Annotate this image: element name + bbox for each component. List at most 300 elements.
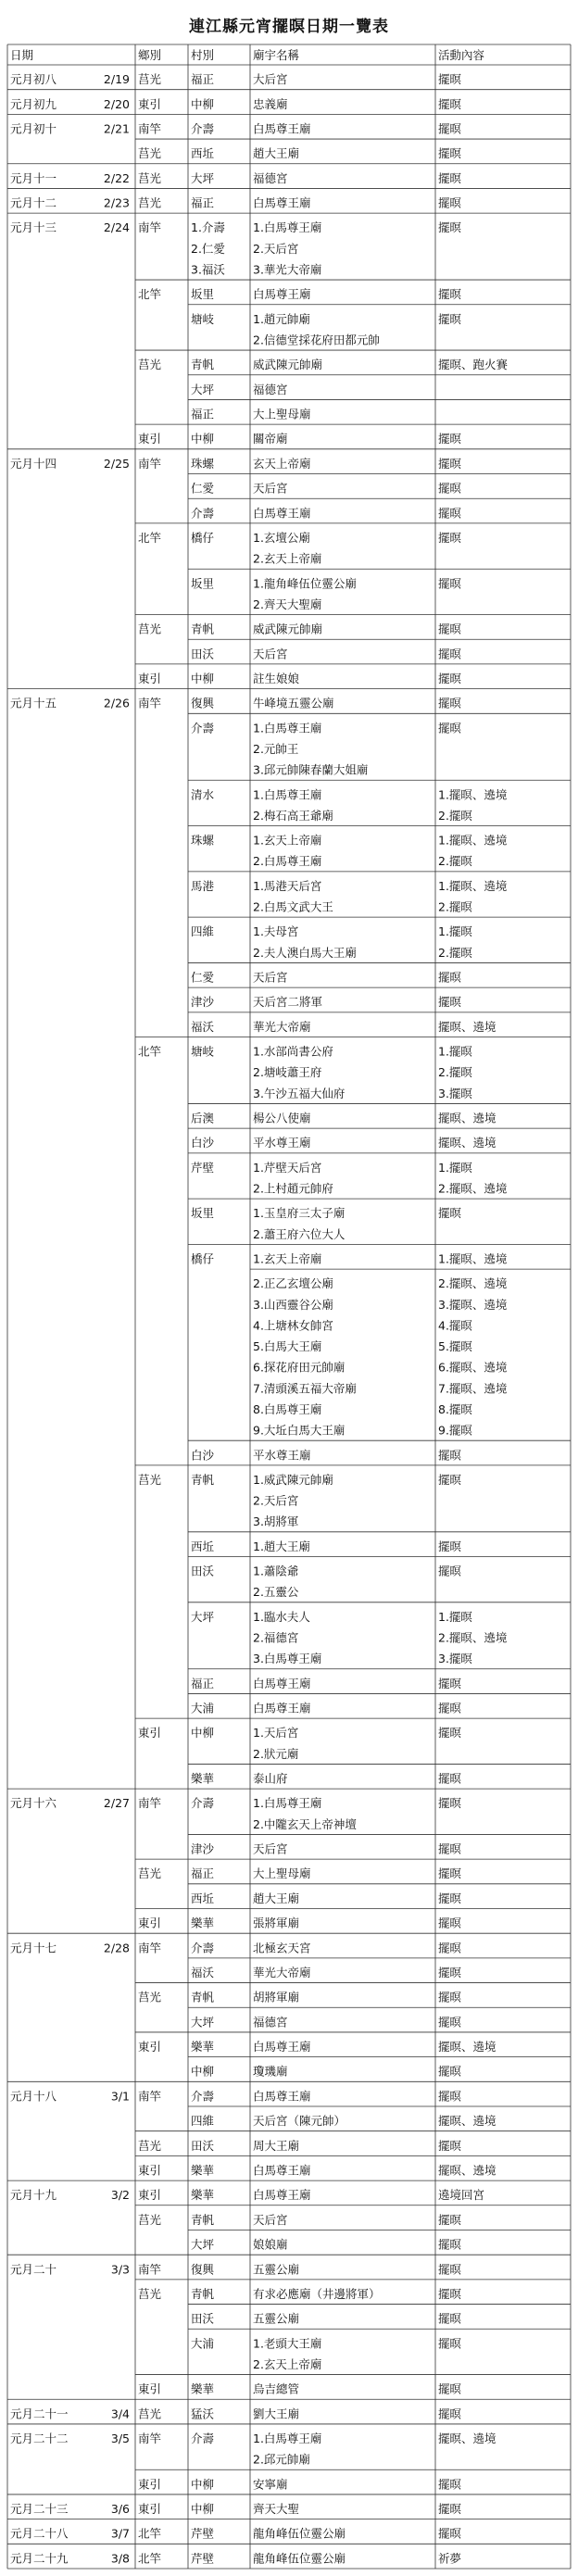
temple-cell: 天后宮 — [253, 481, 288, 496]
activity-cell: 擺暝 — [438, 1676, 462, 1690]
date-solar: 2/24 — [103, 220, 130, 235]
village-cell: 樂華 — [191, 2040, 215, 2055]
village-cell: 中柳 — [191, 1726, 215, 1740]
activity-cell: 1.擺暝 — [438, 924, 472, 939]
activity-cell-line: 6.擺暝、遶境 — [438, 1360, 508, 1375]
activity-cell-line: 9.擺暝 — [438, 1423, 472, 1438]
village-cell: 大坪 — [191, 382, 215, 396]
town-cell: 莒光 — [138, 170, 162, 185]
town-cell: 東引 — [138, 2502, 162, 2517]
village-cell: 坂里 — [191, 287, 215, 302]
temple-cell: 1.玄天上帝廟 — [253, 1251, 322, 1266]
village-cell: 西坵 — [191, 1539, 215, 1553]
town-cell: 莒光 — [138, 1472, 162, 1487]
town-cell: 東引 — [138, 96, 162, 111]
activity-cell: 擺暝 — [438, 2212, 462, 2227]
activity-cell: 擺暝 — [438, 696, 462, 710]
temple-cell: 白馬尊王廟 — [253, 1701, 311, 1715]
activity-cell: 擺暝、遶境 — [438, 1111, 496, 1125]
temple-cell-line: 3.華光大帝廟 — [253, 262, 322, 277]
village-cell: 白沙 — [191, 1448, 215, 1463]
temple-cell-line: 2.福德宮 — [253, 1630, 299, 1645]
activity-cell-line: 7.擺暝、遶境 — [438, 1381, 508, 1396]
temple-cell: 1.玉皇府三太子廟 — [253, 1206, 346, 1221]
temple-cell: 白馬尊王廟 — [253, 1676, 311, 1690]
village-cell: 福正 — [191, 407, 215, 421]
village-cell-line: 3.福沃 — [191, 262, 225, 277]
date-lunar: 元月二十一 — [10, 2406, 69, 2421]
temple-cell: 龍角峰伍位靈公廟 — [253, 2526, 346, 2541]
temple-cell-line: 3.胡將軍 — [253, 1514, 299, 1529]
activity-cell: 擺暝、遶境 — [438, 1136, 496, 1150]
village-cell: 青帆 — [191, 1472, 215, 1487]
town-cell: 東引 — [138, 672, 162, 686]
town-cell: 北竿 — [138, 531, 162, 546]
activity-cell: 擺暝 — [438, 647, 462, 661]
date-solar: 3/3 — [110, 2262, 130, 2277]
temple-cell: 大上聖母廟 — [253, 1866, 311, 1881]
temple-cell: 1.天后宮 — [253, 1726, 299, 1740]
activity-cell: 擺暝 — [438, 2015, 462, 2029]
village-cell: 福沃 — [191, 1965, 215, 1979]
date-solar: 2/25 — [103, 456, 130, 471]
village-cell: 樂華 — [191, 2188, 215, 2203]
temple-cell: 周大王廟 — [253, 2138, 300, 2153]
activity-cell: 擺暝 — [438, 1841, 462, 1856]
village-cell: 珠螺 — [191, 456, 215, 471]
temple-cell: 趙大王廟 — [253, 146, 300, 161]
temple-cell-line: 2.天后宮 — [253, 241, 299, 256]
village-cell: 大坪 — [191, 2015, 215, 2029]
temple-cell-line: 2.白馬尊王廟 — [253, 854, 322, 869]
temple-cell: 1.龍角峰伍位靈公廟 — [253, 576, 357, 591]
town-cell: 北竿 — [138, 1044, 162, 1059]
village-cell: 橋仔 — [191, 1251, 215, 1266]
village-cell: 介壽 — [191, 1941, 215, 1955]
activity-cell: 擺暝 — [438, 456, 462, 471]
temple-cell-line: 4.上塘林女帥宮 — [253, 1318, 333, 1333]
date-lunar: 元月初八 — [10, 72, 57, 87]
temple-cell: 威武陳元帥廟 — [253, 358, 323, 372]
activity-cell: 擺暝 — [438, 1448, 462, 1463]
document-title: 連江縣元宵擺暝日期一覽表 — [189, 18, 389, 36]
temple-cell: 大上聖母廟 — [253, 407, 311, 421]
activity-cell: 擺暝 — [438, 72, 462, 87]
activity-cell: 擺暝 — [438, 2502, 462, 2517]
town-cell: 莒光 — [138, 1866, 162, 1881]
town-cell: 東引 — [138, 2040, 162, 2055]
temple-cell: 1.蕭陰爺 — [253, 1564, 299, 1578]
activity-cell: 擺暝 — [438, 1539, 462, 1553]
activity-cell: 1.擺暝、遶境 — [438, 1251, 508, 1266]
temple-cell: 趙大王廟 — [253, 1891, 300, 1905]
village-cell: 馬港 — [191, 878, 215, 893]
activity-cell: 擺暝 — [438, 1891, 462, 1905]
temple-cell: 白馬尊王廟 — [253, 287, 311, 302]
village-cell: 介壽 — [191, 506, 215, 521]
column-header: 廟宇名稱 — [253, 48, 300, 62]
activity-cell: 擺暝 — [438, 1472, 462, 1487]
activity-cell: 擺暝 — [438, 506, 462, 521]
temple-cell-line: 2.夫人澳白馬大王廟 — [253, 945, 357, 960]
temple-cell: 1.白馬尊王廟 — [253, 787, 322, 802]
village-cell: 芹壁 — [191, 2551, 215, 2566]
date-solar: 3/5 — [110, 2431, 130, 2446]
village-cell: 清水 — [191, 787, 215, 802]
temple-cell: 關帝廟 — [253, 432, 288, 446]
village-cell: 珠螺 — [191, 833, 215, 848]
town-cell: 莒光 — [138, 2138, 162, 2153]
temple-cell-line: 2.邱元帥廟 — [253, 2452, 310, 2467]
village-cell: 田沃 — [191, 2311, 215, 2326]
date-lunar: 元月十一 — [10, 170, 57, 185]
village-cell: 中柳 — [191, 432, 215, 446]
town-cell: 莒光 — [138, 2286, 162, 2301]
temple-cell-line: 2.齊天大聖廟 — [253, 597, 322, 611]
temple-cell-line: 3.山西靈谷公廟 — [253, 1297, 333, 1312]
town-cell: 南竿 — [138, 220, 162, 235]
activity-cell-line: 2.擺暝、遶境 — [438, 1181, 508, 1196]
village-cell: 樂華 — [191, 2381, 215, 2396]
temple-cell-line: 2.梅石高王爺廟 — [253, 808, 333, 823]
temple-cell-line: 2.玄天上帝廟 — [253, 551, 322, 566]
temple-cell: 泰山府 — [253, 1771, 288, 1786]
temple-cell: 劉大王廟 — [253, 2406, 300, 2421]
temple-cell: 天后宮（陳元帥） — [253, 2114, 346, 2129]
activity-cell: 擺暝 — [438, 170, 462, 185]
temple-cell: 五靈公廟 — [253, 2311, 300, 2326]
activity-cell: 擺暝 — [438, 2237, 462, 2252]
town-cell: 南竿 — [138, 1941, 162, 1955]
activity-cell: 擺暝 — [438, 1206, 462, 1221]
temple-cell: 龍角峰伍位靈公廟 — [253, 2551, 346, 2566]
activity-cell: 擺暝 — [438, 576, 462, 591]
temple-cell: 1.臨水夫人 — [253, 1609, 310, 1624]
temple-cell: 白馬尊王廟 — [253, 121, 311, 136]
date-lunar: 元月十五 — [10, 696, 57, 710]
village-cell: 樂華 — [191, 1916, 215, 1930]
temple-cell-line: 2.信德堂採花府田都元帥 — [253, 333, 380, 347]
village-cell: 津沙 — [191, 995, 215, 1010]
town-cell: 南竿 — [138, 696, 162, 710]
date-lunar: 元月十三 — [10, 220, 57, 235]
town-cell: 南竿 — [138, 2431, 162, 2446]
activity-cell-line: 2.擺暝 — [438, 899, 472, 914]
village-cell: 芹壁 — [191, 1160, 215, 1175]
village-cell: 中柳 — [191, 672, 215, 686]
village-cell: 津沙 — [191, 1841, 215, 1856]
temple-cell-line: 8.白馬尊王廟 — [253, 1401, 322, 1416]
town-cell: 莒光 — [138, 1990, 162, 2004]
temple-cell: 1.白馬尊王廟 — [253, 220, 322, 235]
temple-cell: 白馬尊王廟 — [253, 195, 311, 210]
activity-cell: 1.擺暝 — [438, 1044, 472, 1059]
activity-cell-line: 8.擺暝 — [438, 1401, 472, 1416]
activity-cell: 擺暝 — [438, 1726, 462, 1740]
date-lunar: 元月二十三 — [10, 2502, 69, 2517]
activity-cell: 1.擺暝、遶境 — [438, 787, 508, 802]
village-cell: 四維 — [191, 924, 215, 939]
village-cell: 大坪 — [191, 2237, 215, 2252]
temple-cell: 福德宮 — [253, 170, 288, 185]
temple-cell: 福德宮 — [253, 2015, 288, 2029]
activity-cell: 擺暝 — [438, 481, 462, 496]
town-cell: 東引 — [138, 2163, 162, 2178]
temple-cell: 華光大帝廟 — [253, 1019, 311, 1034]
activity-cell: 擺暝 — [438, 311, 462, 326]
temple-cell: 天后宮 — [253, 970, 288, 985]
column-header: 活動內容 — [438, 48, 485, 62]
village-cell: 四維 — [191, 2114, 215, 2129]
activity-cell: 擺暝 — [438, 1701, 462, 1715]
village-cell: 青帆 — [191, 2212, 215, 2227]
village-cell: 大坪 — [191, 170, 215, 185]
village-cell: 介壽 — [191, 2431, 215, 2446]
date-solar: 3/7 — [110, 2526, 130, 2541]
activity-cell: 1.擺暝、遶境 — [438, 833, 508, 848]
activity-cell: 擺暝 — [438, 432, 462, 446]
date-lunar: 元月初十 — [10, 121, 57, 136]
temple-cell: 1.白馬尊王廟 — [253, 2431, 322, 2446]
date-solar: 2/28 — [103, 1941, 130, 1955]
temple-cell-line: 7.清頭溪五福大帝廟 — [253, 1381, 357, 1396]
date-solar: 2/22 — [103, 170, 130, 185]
activity-cell-line: 3.擺暝、遶境 — [438, 1297, 508, 1312]
date-lunar: 元月十六 — [10, 1796, 57, 1811]
town-cell: 南竿 — [138, 1796, 162, 1811]
town-cell: 東引 — [138, 2188, 162, 2203]
activity-cell: 擺暝 — [438, 995, 462, 1010]
town-cell: 莒光 — [138, 358, 162, 372]
temple-cell: 胡將軍廟 — [253, 1990, 300, 2004]
temple-cell: 安寧廟 — [253, 2477, 288, 2492]
temple-cell: 天后宮二將軍 — [253, 995, 323, 1010]
village-cell: 白沙 — [191, 1136, 215, 1150]
date-lunar: 元月十九 — [10, 2188, 57, 2203]
temple-cell: 白馬尊王廟 — [253, 2040, 311, 2055]
activity-cell: 擺暝 — [438, 2089, 462, 2104]
town-cell: 東引 — [138, 2477, 162, 2492]
date-lunar: 元月十二 — [10, 195, 57, 210]
date-solar: 3/1 — [110, 2089, 130, 2104]
activity-cell-line: 3.擺暝 — [438, 1086, 472, 1100]
date-solar: 2/27 — [103, 1796, 130, 1811]
temple-cell-line: 2.中隴玄天上帝神壇 — [253, 1816, 357, 1831]
temple-cell: 1.白馬尊王廟 — [253, 721, 322, 735]
village-cell: 中柳 — [191, 96, 215, 111]
activity-cell: 擺暝 — [438, 2138, 462, 2153]
activity-cell: 擺暝 — [438, 2381, 462, 2396]
temple-cell: 福德宮 — [253, 382, 288, 396]
temple-cell: 張將軍廟 — [253, 1916, 300, 1930]
town-cell: 東引 — [138, 432, 162, 446]
temple-cell-line: 2.白馬文武大王 — [253, 899, 333, 914]
temple-cell: 牛峰境五靈公廟 — [253, 696, 334, 710]
activity-cell: 擺暝 — [438, 2311, 462, 2326]
date-lunar: 元月二十八 — [10, 2526, 69, 2541]
temple-cell-line: 2.塘岐蕭王府 — [253, 1065, 322, 1080]
activity-cell: 擺暝、遶境 — [438, 2431, 496, 2446]
temple-cell: 1.趙大王廟 — [253, 1539, 310, 1553]
village-cell: 后澳 — [191, 1111, 215, 1125]
activity-cell: 擺暝 — [438, 2406, 462, 2421]
temple-cell: 忠義廟 — [253, 96, 288, 111]
temple-cell: 天后宮 — [253, 1841, 288, 1856]
activity-cell: 擺暝 — [438, 2336, 462, 2351]
temple-cell: 娘娘廟 — [253, 2237, 288, 2252]
date-solar: 3/6 — [110, 2502, 130, 2517]
temple-cell: 1.夫母宮 — [253, 924, 299, 939]
column-header: 日期 — [10, 48, 34, 62]
activity-cell: 擺暝 — [438, 1990, 462, 2004]
village-cell: 樂華 — [191, 1771, 215, 1786]
village-cell: 塘岐 — [191, 311, 215, 326]
village-cell: 福正 — [191, 195, 215, 210]
date-solar: 2/23 — [103, 195, 130, 210]
town-cell: 北竿 — [138, 2551, 162, 2566]
activity-cell-line: 2.擺暝 — [438, 854, 472, 869]
temple-cell: 1.芹壁天后宮 — [253, 1160, 322, 1175]
activity-cell: 擺暝 — [438, 1965, 462, 1979]
village-cell: 田沃 — [191, 1564, 215, 1578]
activity-cell: 1.擺暝 — [438, 1160, 472, 1175]
activity-cell: 擺暝 — [438, 1564, 462, 1578]
temple-cell: 瓊璣廟 — [253, 2064, 288, 2079]
village-cell: 介壽 — [191, 121, 215, 136]
village-cell: 介壽 — [191, 2089, 215, 2104]
activity-cell: 擺暝、跑火賽 — [438, 358, 509, 372]
activity-cell: 擺暝 — [438, 96, 462, 111]
activity-cell: 擺暝 — [438, 1916, 462, 1930]
activity-cell-line: 2.擺暝 — [438, 945, 472, 960]
village-cell: 塘岐 — [191, 1044, 215, 1059]
temple-cell: 註生娘娘 — [253, 672, 300, 686]
temple-cell: 1.馬港天后宮 — [253, 878, 322, 893]
temple-cell: 白馬尊王廟 — [253, 2163, 311, 2178]
town-cell: 東引 — [138, 2381, 162, 2396]
town-cell: 莒光 — [138, 146, 162, 161]
column-header: 鄉別 — [138, 48, 162, 62]
temple-cell-line: 2.元帥王 — [253, 742, 299, 757]
temple-cell: 白馬尊王廟 — [253, 2089, 311, 2104]
temple-cell: 白馬尊王廟 — [253, 506, 311, 521]
town-cell: 莒光 — [138, 2406, 162, 2421]
town-cell: 莒光 — [138, 72, 162, 87]
activity-cell: 擺暝 — [438, 672, 462, 686]
temple-cell-line: 2.天后宮 — [253, 1493, 299, 1508]
village-cell: 大浦 — [191, 2336, 215, 2351]
activity-cell: 擺暝 — [438, 970, 462, 985]
village-cell: 復興 — [191, 696, 215, 710]
activity-cell: 擺暝 — [438, 531, 462, 546]
temple-cell: 1.白馬尊王廟 — [253, 1796, 322, 1811]
date-solar: 2/19 — [103, 72, 130, 87]
village-cell: 西坵 — [191, 1891, 215, 1905]
date-lunar: 元月十七 — [10, 1941, 57, 1955]
activity-cell: 擺暝 — [438, 2286, 462, 2301]
activity-cell: 擺暝 — [438, 121, 462, 136]
date-lunar: 元月二十二 — [10, 2431, 69, 2446]
town-cell: 南竿 — [138, 456, 162, 471]
village-cell: 中柳 — [191, 2064, 215, 2079]
village-cell: 青帆 — [191, 358, 215, 372]
temple-cell-line: 5.白馬大王廟 — [253, 1339, 322, 1354]
date-solar: 3/4 — [110, 2406, 130, 2421]
date-solar: 3/2 — [110, 2188, 130, 2203]
village-cell: 田沃 — [191, 2138, 215, 2153]
town-cell: 東引 — [138, 1726, 162, 1740]
village-cell: 仁愛 — [191, 481, 215, 496]
activity-cell: 祈夢 — [438, 2551, 462, 2566]
town-cell: 莒光 — [138, 2212, 162, 2227]
town-cell: 莒光 — [138, 622, 162, 636]
village-cell: 坂里 — [191, 1206, 215, 1221]
village-cell: 福正 — [191, 72, 215, 87]
activity-cell: 擺暝、遶境 — [438, 2163, 496, 2178]
temple-cell: 大后宮 — [253, 72, 288, 87]
village-cell: 1.介壽 — [191, 220, 225, 235]
village-cell: 仁愛 — [191, 970, 215, 985]
activity-cell-line: 2.擺暝 — [438, 808, 472, 823]
village-cell: 大浦 — [191, 1701, 215, 1715]
temple-cell: 2.正乙玄壇公廟 — [253, 1276, 333, 1291]
activity-cell: 擺暝 — [438, 2477, 462, 2492]
activity-cell-line: 4.擺暝 — [438, 1318, 472, 1333]
activity-cell: 擺暝 — [438, 2262, 462, 2277]
temple-cell: 1.玄壇公廟 — [253, 531, 310, 546]
activity-cell: 1.擺暝 — [438, 1609, 472, 1624]
village-cell: 田沃 — [191, 647, 215, 661]
town-cell: 南竿 — [138, 121, 162, 136]
village-cell: 介壽 — [191, 1796, 215, 1811]
date-solar: 2/21 — [103, 121, 130, 136]
town-cell: 東引 — [138, 1916, 162, 1930]
activity-cell-line: 2.擺暝 — [438, 1065, 472, 1080]
activity-cell: 擺暝 — [438, 195, 462, 210]
town-cell: 北竿 — [138, 2526, 162, 2541]
village-cell: 介壽 — [191, 721, 215, 735]
temple-cell: 玄天上帝廟 — [253, 456, 311, 471]
temple-cell-line: 9.大坵白馬大王廟 — [253, 1423, 346, 1438]
village-cell: 中柳 — [191, 2477, 215, 2492]
date-lunar: 元月十八 — [10, 2089, 57, 2104]
temple-cell-line: 2.狀元廟 — [253, 1746, 299, 1761]
column-header: 村別 — [191, 48, 215, 62]
activity-cell: 擺暝 — [438, 1796, 462, 1811]
temple-cell: 1.玄天上帝廟 — [253, 833, 322, 848]
temple-cell-line: 2.玄天上帝廟 — [253, 2356, 322, 2371]
village-cell: 樂華 — [191, 2163, 215, 2178]
temple-cell: 1.水部尚書公府 — [253, 1044, 333, 1059]
village-cell: 芹壁 — [191, 2526, 215, 2541]
village-cell: 中柳 — [191, 2502, 215, 2517]
temple-cell: 有求必應廟（井邊將軍） — [253, 2286, 381, 2301]
date-solar: 2/20 — [103, 96, 130, 111]
village-cell: 猛沃 — [191, 2406, 215, 2421]
temple-cell: 天后宮 — [253, 2212, 288, 2227]
temple-cell: 平水尊王廟 — [253, 1136, 311, 1150]
activity-cell: 擺暝 — [438, 1866, 462, 1881]
town-cell: 莒光 — [138, 195, 162, 210]
temple-cell: 1.老頭大王廟 — [253, 2336, 322, 2351]
date-lunar: 元月十四 — [10, 456, 57, 471]
date-solar: 3/8 — [110, 2551, 130, 2566]
temple-cell: 烏吉總管 — [253, 2381, 300, 2396]
town-cell: 南竿 — [138, 2089, 162, 2104]
temple-cell: 五靈公廟 — [253, 2262, 300, 2277]
village-cell: 青帆 — [191, 622, 215, 636]
activity-cell: 擺暝、遶境 — [438, 1019, 496, 1034]
